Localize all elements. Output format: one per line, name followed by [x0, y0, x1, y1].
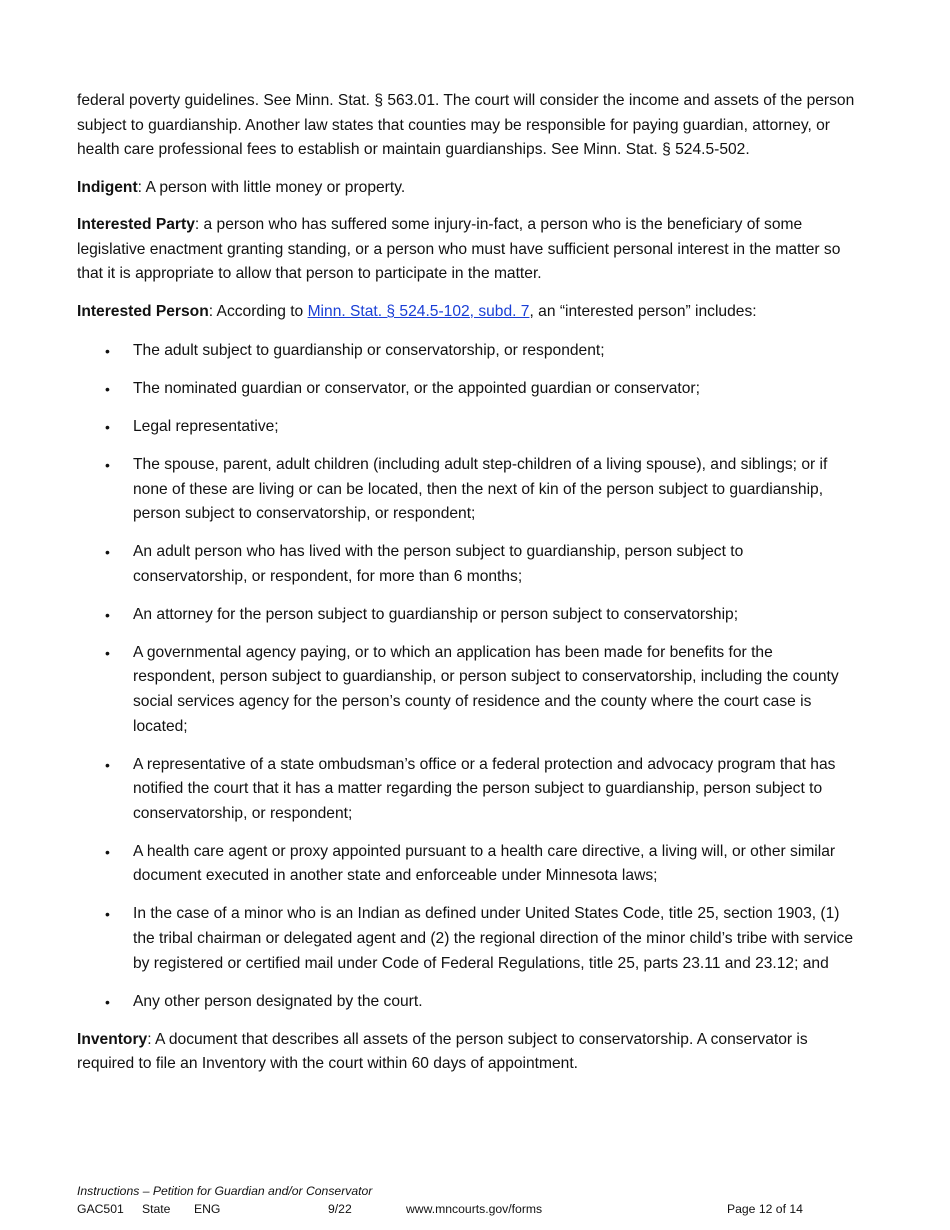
term-indigent: Indigent — [77, 178, 138, 196]
footer-revision: 9/22 — [328, 1202, 352, 1216]
term-inventory: Inventory — [77, 1030, 148, 1048]
term-interested-party: Interested Party — [77, 215, 195, 233]
definition-interested-party — [77, 213, 857, 287]
interested-person-intro: : According to — [208, 302, 308, 320]
bullet-icon: • — [105, 419, 110, 436]
bullet-icon: • — [105, 381, 110, 398]
footer-info-row — [77, 1200, 857, 1218]
definition-inventory — [77, 1028, 857, 1077]
footer-scope: State — [142, 1202, 171, 1216]
bullet-icon: • — [105, 993, 110, 1010]
list-item: • An adult person who has lived with the person subject to guardianship, person subject to conservatorship, or respondent, for more than 6 months; — [77, 540, 857, 589]
page-footer — [77, 1182, 857, 1218]
list-item: • The adult subject to guardianship or conservatorship, or respondent; — [77, 339, 857, 364]
list-item: • In the case of a minor who is an Indian as defined under United States Code, title 25, section 1903, (1) the tribal chairman or delegated agent and (2) the regional direction of the minor child’s tribe with service by registered or certified mail under Code of Federal Regulations, title 25, parts 23.11 and 23.12; and — [77, 902, 857, 976]
footer-form-title: Instructions – Petition for Guardian and/or Conservator — [77, 1184, 373, 1198]
list-item: • The nominated guardian or conservator, or the appointed guardian or conservator; — [77, 377, 857, 402]
definition-interested-party-text: : a person who has suffered some injury-in-fact, a person who is the beneficiary of some legislative enactment granting standing, or a person who must have sufficient personal interest in the matter so that it is appropriate to allow that person to participate in the matter. — [77, 215, 841, 283]
bullet-icon: • — [105, 756, 110, 773]
list-item: • A representative of a state ombudsman’s office or a federal protection and advocacy program that has notified the court that it has a matter regarding the person subject to guardianship, person subject to conservatorship, or respondent; — [77, 753, 857, 827]
list-item: • An attorney for the person subject to guardianship or person subject to conservatorship; — [77, 603, 857, 628]
list-item: • The spouse, parent, adult children (including adult step-children of a living spouse), and siblings; or if none of these are living or can be located, then the next of kin of the person subject to guardianship, person subject to conservatorship, or respondent; — [77, 453, 857, 527]
definition-indigent-text: : A person with little money or property. — [137, 178, 406, 196]
bullet-icon: • — [105, 457, 110, 474]
footer-form-code: GAC501 — [77, 1202, 124, 1216]
footer-page-number: Page 12 of 14 — [727, 1202, 803, 1216]
interested-person-intro-end: , an “interested person” includes: — [529, 302, 757, 320]
bullet-icon: • — [105, 343, 110, 360]
list-item: • Legal representative; — [77, 415, 857, 440]
bullet-icon: • — [105, 606, 110, 623]
intro-paragraph: federal poverty guidelines. See Minn. Stat. § 563.01. The court will consider the income and assets of the person subject to guardianship. Another law states that counties may be responsible for paying guardian, attorney, or health care professional fees to establish or maintain guardianships. See Minn. Stat. § 524.5-502. — [77, 92, 855, 159]
interested-person-list — [77, 339, 857, 1014]
definition-inventory-text: : A document that describes all assets of the person subject to conservatorship. A conservator is required to file an Inventory with the court within 60 days of appointment. — [77, 1030, 808, 1073]
bullet-icon: • — [105, 906, 110, 923]
list-item: • A governmental agency paying, or to which an application has been made for benefits for the respondent, person subject to guardianship, or person subject to conservatorship, including the county social services agency for the person’s county of residence and the county where the court case is located; — [77, 641, 857, 739]
definition-interested-person — [77, 300, 857, 325]
list-item: • Any other person designated by the court. — [77, 990, 857, 1015]
list-item: • A health care agent or proxy appointed pursuant to a health care directive, a living will, or other similar document executed in another state and enforceable under Minnesota laws; — [77, 840, 857, 889]
bullet-icon: • — [105, 843, 110, 860]
term-interested-person: Interested Person — [77, 302, 209, 320]
document-body — [77, 89, 857, 1089]
footer-website: www.mncourts.gov/forms — [406, 1202, 543, 1216]
footer-language: ENG — [194, 1202, 221, 1216]
bullet-icon: • — [105, 644, 110, 661]
statute-link[interactable]: Minn. Stat. § 524.5-102, subd. 7 — [307, 302, 530, 320]
definition-indigent — [77, 176, 857, 201]
bullet-icon: • — [105, 544, 110, 561]
